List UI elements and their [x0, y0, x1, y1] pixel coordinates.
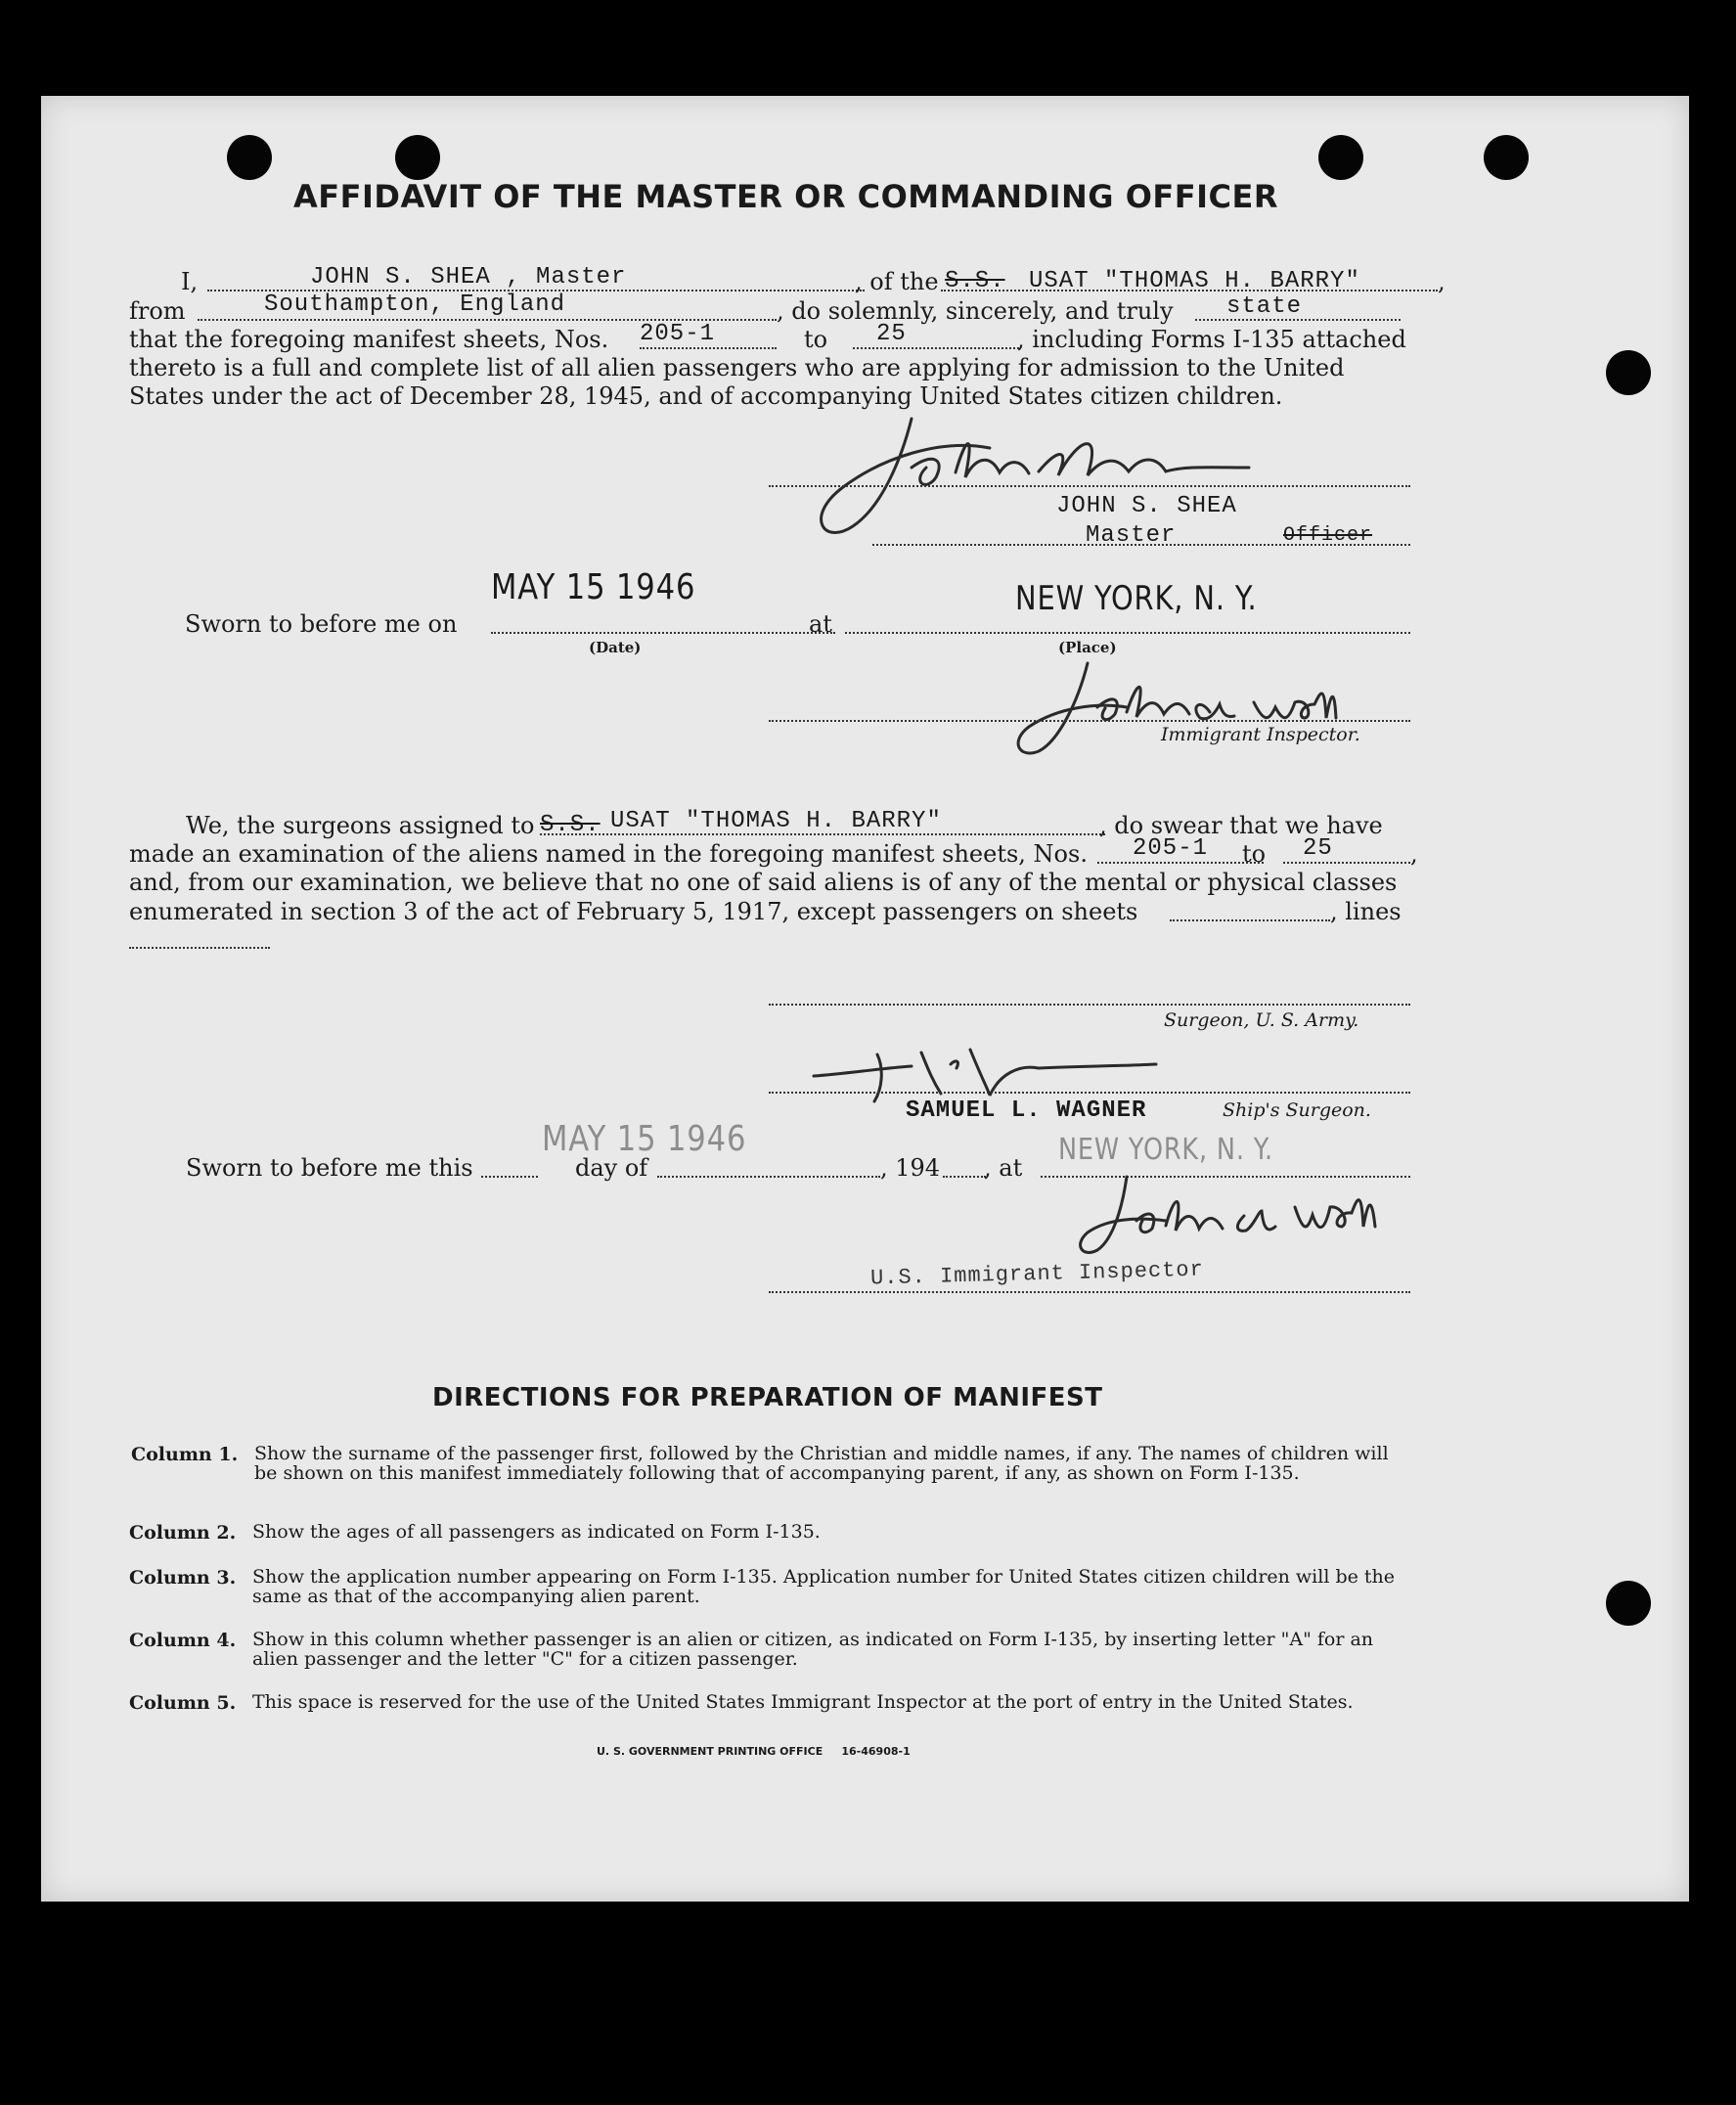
foregoing-text: that the foregoing manifest sheets, Nos.	[129, 326, 609, 353]
date-label: (Date)	[589, 639, 642, 656]
inspector-signature-2	[1068, 1172, 1420, 1270]
surgeons-vessel: USAT "THOMAS H. BARRY"	[610, 808, 942, 834]
at-text-2: , at	[984, 1154, 1023, 1182]
signer-name: JOHN S. SHEA	[1056, 493, 1237, 519]
surgeons-line2: made an examination of the aliens named in the foregoing manifest sheets, Nos.	[129, 840, 1088, 868]
state-word: state	[1226, 293, 1303, 320]
sheet-from: 205-1	[640, 321, 716, 347]
surgeons-sheet-to: 25	[1303, 835, 1333, 862]
master-name: JOHN S. SHEA , Master	[310, 264, 627, 291]
vessel-name: USAT "THOMAS H. BARRY"	[1029, 268, 1360, 294]
at-text: at	[809, 610, 832, 638]
surgeons-sheet-from: 205-1	[1133, 835, 1209, 862]
from-text: from	[129, 297, 186, 325]
struck-officer: Officer	[1283, 524, 1373, 547]
column-1-label: Column 1.	[131, 1444, 239, 1465]
inspector-stamp: U.S. Immigrant Inspector	[869, 1257, 1205, 1291]
including-text: , including Forms I-135 attached	[1017, 326, 1406, 353]
column-2-label: Column 2.	[129, 1522, 237, 1544]
solemnly-text: , do solemnly, sincerely, and truly	[777, 297, 1174, 325]
surgeons-line4: enumerated in section 3 of the act of February 5, 1917, except passengers on sheets	[129, 898, 1138, 925]
inspector-label: Immigrant Inspector.	[1161, 724, 1360, 745]
master-signature	[765, 399, 1313, 546]
surgeons-we: We, the surgeons assigned to	[186, 812, 535, 839]
column-1-text: Show the surname of the passenger first, followed by the Christian and middle names, if any. The names of children will be shown on this manifest immediately following that of accompanying parent, if any, as shown on Form I-135.	[254, 1443, 1389, 1484]
surgeons-lines: , lines	[1330, 898, 1402, 925]
place-label: (Place)	[1058, 639, 1117, 656]
departure-port: Southampton, England	[264, 291, 566, 318]
column-3-label: Column 3.	[129, 1567, 237, 1589]
day-of-text: day of	[575, 1154, 648, 1182]
punch-hole	[1606, 350, 1651, 395]
of-the-text: , of the	[855, 268, 939, 295]
surgeons-to: to	[1242, 840, 1267, 868]
surgeons-struck-ss: S.S.	[540, 812, 601, 838]
ship-surgeon-name: SAMUEL L. WAGNER	[906, 1097, 1147, 1124]
surgeons-swear: , do swear that we have	[1099, 812, 1383, 839]
sworn-on-text: Sworn to before me on	[185, 610, 458, 638]
printing-office-footer: U. S. GOVERNMENT PRINTING OFFICE 16-46908-1	[597, 1745, 911, 1758]
column-4-label: Column 4.	[129, 1630, 237, 1651]
year-text: , 194	[880, 1154, 941, 1182]
army-surgeon-label: Surgeon, U. S. Army.	[1164, 1009, 1359, 1031]
stamp-place: NEW YORK, N. Y.	[1058, 1133, 1273, 1167]
stamp-date: MAY 15 1946	[542, 1119, 747, 1159]
surgeons-line3: and, from our examination, we believe that no one of said aliens is of any of the mental or physical classes	[129, 869, 1398, 896]
sheet-to: 25	[876, 321, 907, 347]
document-page: AFFIDAVIT OF THE MASTER OR COMMANDING OFFICER I, JOHN S. SHEA , Master , of the S.S. USAT "THOMAS H. BARRY" , from Southampton, England , do solemnly, sincerely, and truly state that the foregoing manifest sheets, Nos. 205-1 to 25 , including Forms I-135 attached thereto is a full and complete list of all alien passengers who are applying for admission to the United States under the act of December 28, 1945, and of accompanying United States citizen children. JOHN S. SHEA Master Officer Sworn to before me on MAY 15 1946 at NEW YORK, N. Y. (Date) (Place) Immigrant Inspector. We, the surgeons assigned to S.S. USAT "THOMAS H. BARRY" , do swear that we have made an examination of the aliens named in the foregoing manifest sheets, Nos. 205-1 to 25 , and, from our examination, we believe that no one of said aliens is of any of the mental or physical classes enumerated in section 3 of the act of February 5, 1917, except passengers on sheets , lines Surgeon, U. S. Army. SAMUEL L. WAGNER Ship's Surgeon. Sworn to before me this MAY 15 1946 day of , 194 , at NEW YORK, N. Y. U.S. Immigrant Inspector DIRECTIONS FOR PREPARATION OF MANIFEST Column 1. Show the surname of the passenger first, followed by the Christian and middle names, if any. The names of children will be shown on this manifest immediately following that of accompanying parent, if any, as shown on Form I-135. Column 2. Show the ages of all passengers as indicated on Form I-135. Column 3. Show the application number appearing on Form I-135. Application number for United States citizen children will be the same as that of the accompanying alien parent. Column 4. Show in this column whether passenger is an alien or citizen, as indicated on Form I-135, by inserting letter "A" for an alien passenger and the letter "C" for a citizen passenger. Column 5. This space is reserved for the use of the United States Immigrant Inspector at the port of entry in the United States. U. S. GOVERNMENT PRINTING OFFICE 16-46908-1	[41, 96, 1689, 1902]
punch-hole	[395, 135, 440, 180]
sworn-place: NEW YORK, N. Y.	[1015, 579, 1258, 618]
column-2-text: Show the ages of all passengers as indicated on Form I-135.	[252, 1521, 821, 1543]
affidavit-line4: States under the act of December 28, 1945, and of accompanying United States citizen children.	[129, 382, 1283, 410]
to-text: to	[804, 326, 828, 353]
column-3-text: Show the application number appearing on Form I-135. Application number for United States citizen children will be the same as that of the accompanying alien parent.	[252, 1566, 1396, 1607]
struck-ss: S.S.	[945, 268, 1005, 294]
directions-title: DIRECTIONS FOR PREPARATION OF MANIFEST	[432, 1383, 1103, 1412]
punch-hole	[1318, 135, 1363, 180]
column-5-label: Column 5.	[129, 1692, 237, 1714]
column-4-text: Show in this column whether passenger is an alien or citizen, as indicated on Form I-135, by inserting letter "A" for an alien passenger and the letter "C" for a citizen passenger.	[252, 1629, 1374, 1670]
signer-title: Master	[1086, 522, 1177, 549]
inspector-signature	[1000, 653, 1410, 771]
punch-hole	[1606, 1581, 1651, 1626]
page-title: AFFIDAVIT OF THE MASTER OR COMMANDING OFFICER	[293, 178, 1278, 215]
sworn-date: MAY 15 1946	[491, 567, 696, 607]
affidavit-i: I,	[181, 268, 199, 295]
sworn-this-text: Sworn to before me this	[186, 1154, 473, 1182]
punch-hole	[1484, 135, 1529, 180]
punch-hole	[227, 135, 272, 180]
ship-surgeon-label: Ship's Surgeon.	[1223, 1099, 1371, 1121]
column-5-text: This space is reserved for the use of the United States Immigrant Inspector at the port of entry in the United States.	[252, 1691, 1354, 1713]
affidavit-line3: thereto is a full and complete list of all alien passengers who are applying for admission to the United	[129, 354, 1345, 381]
